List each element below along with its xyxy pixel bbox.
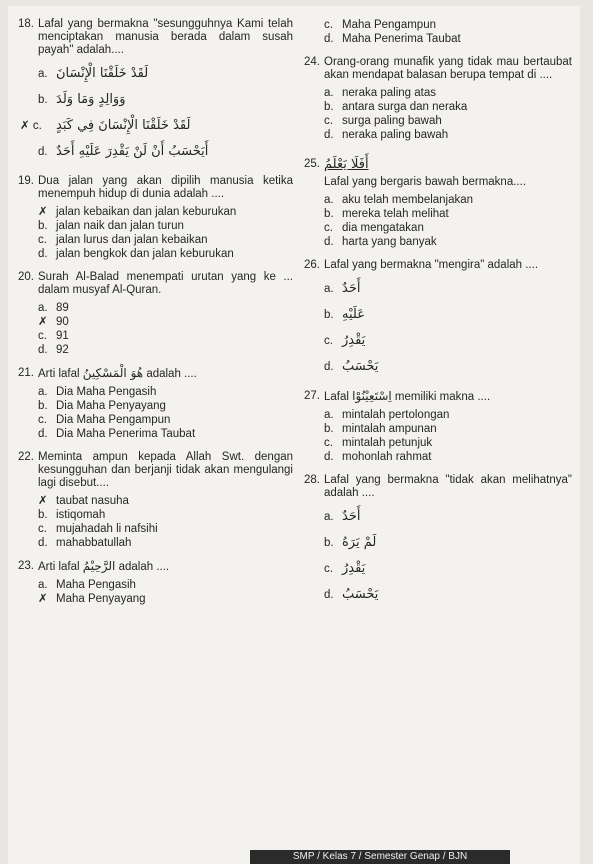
option-c: c. 91 [38, 330, 69, 342]
page-footer: SMP / Kelas 7 / Semester Genap / BJN [250, 850, 510, 864]
option-c: ✗ c. لَقَدْ خَلَقْنَا الْإِنْسَانَ فِي كَبَدٍ [20, 118, 191, 133]
question-22: 22. Meminta ampun kepada Allah Swt. dengan kesungguhan dan berjanji tidak akan mengulangi lagi disebut.... ✗ taubat nasuha b. istiqomah c. mujahadah li nafsihi d. mahabbatullah [18, 451, 293, 549]
question-27: 27. Lafal اِسْتَعِيْنُوْا memiliki makna .... a. mintalah pertolongan b. mintalah ampunan c. mintalah petunjuk d. mohonlah rahmat [304, 390, 572, 464]
option-b: b. mereka telah melihat [324, 208, 449, 220]
question-23-continued [304, 18, 572, 46]
option-b: b. Dia Maha Penyayang [38, 400, 166, 412]
question-24: 24. Orang-orang munafik yang tidak mau bertaubat akan mendapat balasan berupa tempat di .... a. neraka paling atas b. antara surga dan neraka c. surga paling bawah d. neraka paling bawah [304, 56, 572, 141]
option-a: ✗ taubat nasuha [38, 495, 129, 507]
option-d: d. mohonlah rahmat [324, 451, 432, 463]
option-a: a. لَقَدْ خَلَقْنَا الْإِنْسَانَ [38, 66, 149, 81]
question-18 [18, 18, 293, 165]
option-d: d. Dia Maha Penerima Taubat [38, 428, 196, 440]
option-a: a. Dia Maha Pengasih [38, 386, 157, 398]
option-d: d. يَحْسَبُ [324, 359, 379, 374]
question-19: 19. Dua jalan yang akan dipilih manusia ketika menempuh hidup di dunia adalah .... ✗ jalan kebaikan dan jalan keburukan b. jalan naik dan jalan turun c. jalan lurus dan jalan kebaikan d. jalan bengkok dan jalan keburukan [18, 175, 293, 260]
option-d: d. 92 [38, 344, 69, 356]
option-c: c. يَقْدِرُ [324, 333, 366, 348]
answer-mark: ✗ [38, 316, 48, 328]
option-a: a. أَحَدٌ [324, 281, 361, 296]
option-b: b. mintalah ampunan [324, 423, 437, 435]
option-d: d. Maha Penerima Taubat [324, 33, 461, 45]
option-b: b. antara surga dan neraka [324, 101, 468, 113]
option-c: c. mintalah petunjuk [324, 437, 433, 449]
question-26: 26. Lafal yang bermakna "mengira" adalah .... a. أَحَدٌ b. عَلَيْهِ c. يَقْدِرُ d. يَحْسَبُ [304, 259, 572, 380]
option-d: d. jalan bengkok dan jalan keburukan [38, 248, 234, 260]
option-d: d. يَحْسَبُ [324, 587, 379, 602]
option-b: ✗ 90 [38, 316, 69, 328]
question-23: 23. Arti lafal الرَّحِيْمُ adalah .... a. Maha Pengasih ✗ Maha Penyayang [18, 560, 293, 606]
question-28: 28. Lafal yang bermakna "tidak akan melihatnya" adalah .... a. أَحَدٌ b. لَمْ يَرَهُ c. يَقْدِرُ d. يَحْسَبُ [304, 474, 572, 608]
question-20: 20. Surah Al-Balad menempati urutan yang ke ... dalam musyaf Al-Quran. a. 89 ✗ 90 c. 91 d. 92 [18, 271, 293, 356]
answer-mark: ✗ c. [20, 120, 42, 132]
option-a: a. Maha Pengasih [38, 579, 136, 591]
question-25: 25. أَفَلَا يَعْلَمُ Lafal yang bergaris bawah bermakna.... a. aku telah membelanjakan b. mereka telah melihat c. dia mengatakan d. harta yang banyak [304, 152, 572, 249]
option-a: a. أَحَدٌ [324, 509, 361, 524]
question-21: 21. Arti lafal هُوَ الْمَسْكِينُ adalah .... a. Dia Maha Pengasih b. Dia Maha Penyayang c. Dia Maha Pengampun d. Dia Maha Penerima Taubat [18, 367, 293, 441]
option-b: ✗ Maha Penyayang [38, 593, 146, 605]
option-d: d. neraka paling bawah [324, 129, 449, 141]
option-d: d. أَيَحْسَبُ أَنْ لَنْ يَقْدِرَ عَلَيْهِ أَحَدٌ [38, 144, 209, 159]
option-a: a. neraka paling atas [324, 87, 436, 99]
option-c: c. jalan lurus dan jalan kebaikan [38, 234, 208, 246]
question-text: Lafal yang bermakna "sesungguhnya Kami telah menciptakan manusia berada dalam susah payah" adalah.... [38, 18, 293, 56]
answer-mark: ✗ [38, 593, 48, 605]
option-c: c. Maha Pengampun [324, 19, 436, 31]
option-a: a. aku telah membelanjakan [324, 194, 474, 206]
question-number: 18. [18, 18, 34, 30]
option-a: a. 89 [38, 302, 69, 314]
option-b: b. istiqomah [38, 509, 106, 521]
question-number-circled: 21. [18, 367, 34, 379]
option-c: c. surga paling bawah [324, 115, 442, 127]
left-column [18, 18, 293, 616]
answer-mark: ✗ [38, 206, 48, 218]
worksheet-page [8, 6, 580, 864]
option-a: a. mintalah pertolongan [324, 409, 450, 421]
option-b: b. عَلَيْهِ [324, 307, 365, 322]
option-a: ✗ jalan kebaikan dan jalan keburukan [38, 206, 237, 218]
option-c: c. mujahadah li nafsihi [38, 523, 158, 535]
option-c: c. Dia Maha Pengampun [38, 414, 171, 426]
option-c: c. يَقْدِرُ [324, 561, 366, 576]
option-b: b. jalan naik dan jalan turun [38, 220, 184, 232]
option-d: d. harta yang banyak [324, 236, 437, 248]
right-column [304, 18, 572, 618]
answer-mark: ✗ [38, 495, 48, 507]
option-c: c. dia mengatakan [324, 222, 424, 234]
option-b: b. وَوَالِدٍ وَمَا وَلَدَ [38, 92, 126, 107]
option-b: b. لَمْ يَرَهُ [324, 535, 377, 550]
option-d: d. mahabbatullah [38, 537, 132, 549]
